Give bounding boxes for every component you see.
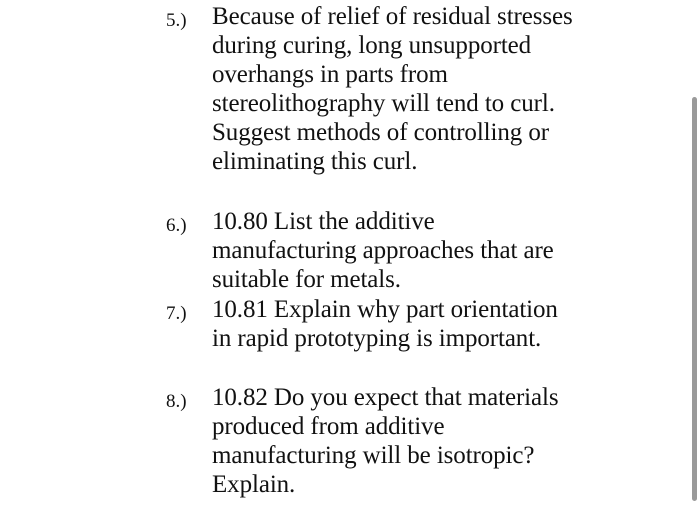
question-text: 10.80 List the additive manufacturing approaches that are suitable for metals. (212, 208, 554, 293)
question-number: 5.) (166, 10, 187, 31)
question-text: 10.82 Do you expect that materials produced from additive manufacturing will be isotropic? Explain. (212, 384, 559, 498)
question-text: Because of relief of residual stresses during curing, long unsupported overhangs in parts from stereolithography will tend to curl. Suggest methods of controlling or eliminating this curl. (212, 3, 573, 175)
question-number: 6.) (166, 215, 187, 236)
question-number: 7.) (166, 303, 187, 324)
question-text: 10.81 Explain why part orientation in rapid prototyping is important. (212, 296, 558, 352)
question-number: 8.) (166, 391, 187, 412)
scrollbar-thumb[interactable] (692, 97, 697, 501)
